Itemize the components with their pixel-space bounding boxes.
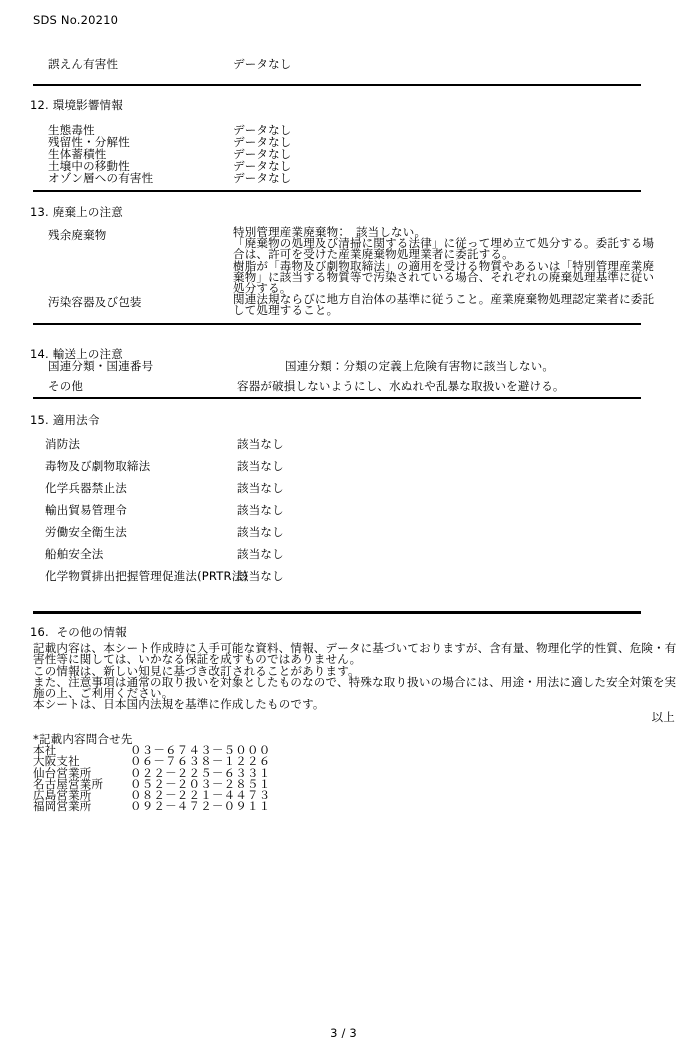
bioaccumulation-value: データなし [233, 147, 292, 161]
residual-waste-line: 処分する。 [233, 281, 292, 296]
disclaimer-line: 害性等に関しては、いかなる保証を成すものではありません。 [33, 652, 362, 667]
office-phone: ０５２－２０３－２８５１ [130, 776, 271, 791]
chemical-weapons-law-value: 該当なし [237, 481, 284, 495]
persistence-label: 残留性・分解性 [48, 135, 130, 149]
office-phone: ０２２－２２５－６３３１ [130, 765, 271, 780]
section-divider [33, 611, 641, 614]
page-number: 3 / 3 [330, 1026, 357, 1040]
disclaimer-line: 施の上、ご利用ください。 [33, 686, 174, 701]
contaminated-container-label: 汚染容器及び包装 [48, 295, 142, 309]
soil-mobility-value: データなし [233, 159, 292, 173]
industrial-safety-law-value: 該当なし [237, 525, 284, 539]
contaminated-container-line: 関連法規ならびに地方自治体の基準に従うこと。産業廃棄物処理認定業者に委託 [233, 292, 655, 307]
residual-waste-label: 残余廃棄物 [48, 228, 107, 242]
chemical-weapons-law-row [0, 480, 687, 502]
prtr-law-row [0, 568, 687, 590]
prtr-law-value: 該当なし [237, 569, 284, 583]
aspiration-hazard-label: 誤えん有害性 [48, 57, 119, 71]
bioaccumulation-label: 生体蓄積性 [48, 147, 107, 161]
fire-service-law-row [0, 436, 687, 458]
section-divider [33, 323, 641, 325]
eco-toxicity-row [0, 122, 687, 137]
fire-service-law-value: 該当なし [237, 437, 284, 451]
industrial-safety-law-row [0, 524, 687, 546]
contact-heading: *記載内容問合せ先 [33, 732, 133, 746]
office-name: 広島営業所 [33, 788, 92, 803]
eco-toxicity-value: データなし [233, 123, 292, 137]
persistence-row [0, 134, 687, 149]
sds-number: SDS No.20210 [33, 13, 119, 27]
section15-rows [0, 436, 687, 590]
disclaimer-line: また、注意事項は通常の取り扱いを対象としたものなので、特殊な取り扱いの場合には、用途・用法に適した安全対策を実 [33, 674, 677, 689]
aspiration-hazard-value: データなし [233, 57, 292, 71]
poisonous-substances-law-label: 毒物及び劇物取締法 [45, 459, 151, 473]
residual-waste-line: 棄物」に該当する物質等で汚染されている場合、それぞれの廃棄処理基準に従い [233, 269, 655, 284]
ship-safety-law-value: 該当なし [237, 547, 284, 561]
section14-heading: 14. 輸送上の注意 [30, 347, 123, 361]
ozone-hazard-label: オゾン層への有害性 [48, 171, 154, 185]
transport-other-label: その他 [48, 379, 84, 393]
section-divider [33, 397, 641, 399]
poisonous-substances-law-value: 該当なし [237, 459, 284, 473]
prtr-law-label: 化学物質排出把握管理促進法(PRTR法) [45, 569, 249, 583]
export-trade-order-row [0, 502, 687, 524]
office-name: 名古屋営業所 [33, 776, 104, 791]
residual-waste-line: 樹脂が「毒物及び劇物取締法」の適用を受ける物質やあるいは「特別管理産業廃 [233, 258, 655, 273]
un-classification-value: 国連分類：分類の定義上危険有害物に該当しない。 [285, 359, 555, 373]
office-phone: ０８２－２２１－４４７３ [130, 788, 271, 803]
disclaimer-line: 本シートは、日本国内法規を基準に作成したものです。 [33, 697, 325, 712]
chemical-weapons-law-label: 化学兵器禁止法 [45, 481, 127, 495]
fire-service-law-label: 消防法 [45, 437, 81, 451]
section12-rows [0, 122, 687, 185]
closing-mark: 以上 [651, 710, 675, 724]
section16-heading: 16. その他の情報 [30, 625, 127, 639]
transport-other-value: 容器が破損しないようにし、水ぬれや乱暴な取扱いを避ける。 [237, 379, 565, 393]
soil-mobility-label: 土壌中の移動性 [48, 159, 130, 173]
office-name: 仙台営業所 [33, 765, 92, 780]
section13-heading: 13. 廃棄上の注意 [30, 205, 123, 219]
residual-waste-line: 特別管理産業廃棄物： 該当しない。 [233, 225, 427, 239]
section15-heading: 15. 適用法令 [30, 413, 100, 427]
disclaimer-line: この情報は、新しい知見に基づき改訂されることがあります。 [33, 663, 360, 678]
office-phone: ０９２－４７２－０９１１ [130, 799, 271, 814]
ship-safety-law-label: 船舶安全法 [45, 547, 104, 561]
office-phone: ０３－６７４３－５０００ [130, 743, 271, 757]
office-name: 福岡営業所 [33, 799, 92, 814]
ozone-hazard-row [0, 170, 687, 185]
section-divider [33, 84, 641, 86]
bioaccumulation-row [0, 146, 687, 161]
section-divider [33, 190, 641, 192]
office-phone: ０６－７６３８－１２２６ [130, 754, 271, 769]
eco-toxicity-label: 生態毒性 [48, 123, 95, 137]
poisonous-substances-law-row [0, 458, 687, 480]
un-classification-row [0, 358, 687, 372]
transport-other-row [0, 378, 687, 392]
residual-waste-line: 「廃棄物の処理及び清掃に関する法律」に従って埋め立て処分する。委託する場 [233, 236, 655, 251]
export-trade-order-value: 該当なし [237, 503, 284, 517]
persistence-value: データなし [233, 135, 292, 149]
un-classification-label: 国連分類・国連番号 [48, 359, 154, 373]
disclaimer-line: 記載内容は、本シート作成時に入手可能な資料、情報、データに基づいておりますが、含有量、物理化学的性質、危険・有 [33, 641, 677, 655]
aspiration-hazard-row [0, 56, 687, 70]
office-name: 大阪支社 [33, 754, 80, 769]
section12-heading: 12. 環境影響情報 [30, 98, 123, 112]
residual-waste-line: 合は、許可を受けた産業廃棄物処理業者に委託する。 [233, 247, 514, 262]
office-name: 本社 [33, 743, 57, 757]
contaminated-container-line: して処理すること。 [233, 303, 339, 318]
ship-safety-law-row [0, 546, 687, 568]
residual-waste-text [233, 227, 663, 317]
disclaimer-paragraph [33, 643, 683, 711]
export-trade-order-label: 輸出貿易管理令 [45, 503, 127, 517]
soil-mobility-row [0, 158, 687, 173]
ozone-hazard-value: データなし [233, 171, 292, 185]
industrial-safety-law-label: 労働安全衛生法 [45, 525, 127, 539]
